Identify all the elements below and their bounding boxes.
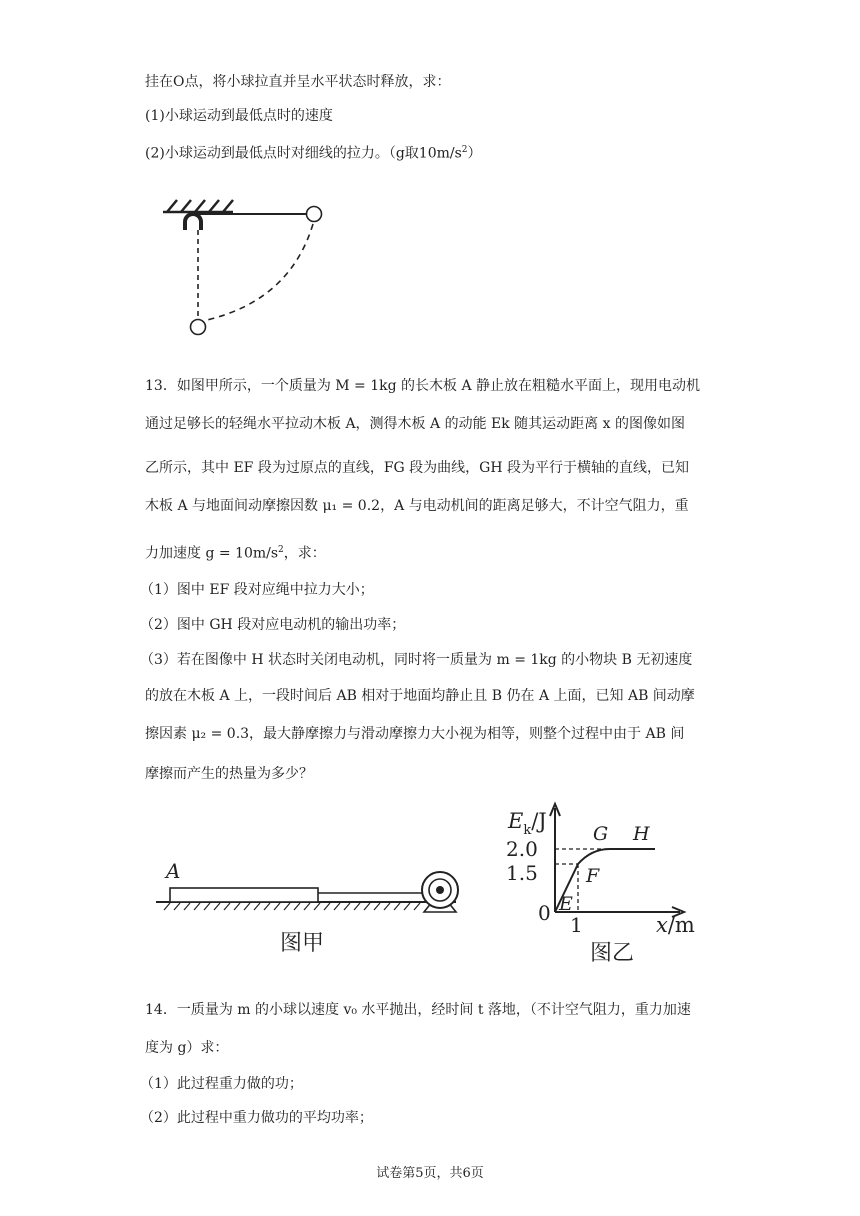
q13-line1: 13．如图甲所示，一个质量为 M = 1kg 的长木板 A 静止放在粗糙水平面上，现用电动机	[145, 378, 701, 394]
q13-sub2: （2）图中 GH 段对应电动机的输出功率；	[140, 617, 406, 633]
point-g: G	[593, 823, 609, 845]
board-label: A	[166, 859, 181, 883]
q13-line5-sup: 2	[278, 545, 284, 555]
q14-sub2: （2）此过程中重力做功的平均功率；	[140, 1110, 373, 1126]
q13-sub3-line1: （3）若在图像中 H 状态时关闭电动机，同时将一质量为 m = 1kg 的小物块 B 无初速度	[140, 652, 693, 668]
q14-line2: 度为 g）求：	[145, 1040, 229, 1056]
q12-part1: (1)小球运动到最低点时的速度	[145, 108, 333, 124]
page-footer: 试卷第5页，共6页	[376, 1166, 484, 1181]
graph-ylabel-sub: k	[523, 823, 532, 838]
tick-origin: 0	[538, 901, 551, 925]
q14-sub1: （1）此过程重力做的功；	[140, 1076, 303, 1092]
q13-line5	[145, 540, 326, 564]
q13-sub3-line3: 擦因素 μ₂ = 0.3，最大静摩擦力与滑动摩擦力大小视为相等，则整个过程中由于 AB 间	[145, 726, 685, 742]
q12-part2-end: ）	[467, 145, 482, 162]
q13-sub3-line4: 摩擦而产生的热量为多少？	[145, 766, 313, 782]
q13-line3: 乙所示，其中 EF 段为过原点的直线，FG 段为曲线，GH 段为平行于横轴的直线，已知	[145, 460, 690, 476]
q13-sub1: （1）图中 EF 段对应绳中拉力大小；	[140, 582, 374, 598]
figure-yi-caption: 图乙	[590, 941, 635, 966]
q12-part2	[145, 140, 482, 164]
q12-part2-text: (2)小球运动到最低点时对细线的拉力。（g取10m/s	[145, 145, 462, 162]
point-h: H	[633, 823, 650, 845]
point-f: F	[586, 865, 600, 887]
point-e: E	[559, 893, 573, 915]
graph-xlabel	[656, 913, 695, 937]
graph-ylabel	[507, 809, 547, 838]
figure-yi	[500, 798, 710, 970]
q13-line5-end: ，求：	[283, 545, 326, 562]
tick-2: 2.0	[506, 837, 538, 861]
graph-xlabel-x: x	[656, 913, 668, 937]
q13-line4: 木板 A 与地面间动摩擦因数 μ₁ = 0.2，A 与电动机间的距离足够大，不计空气阻力，重	[145, 498, 689, 514]
graph-xlabel-unit: /m	[667, 913, 695, 937]
q14-line1: 14．一质量为 m 的小球以速度 v₀ 水平抛出，经时间 t 落地，（不计空气阻力，重力加速	[145, 1002, 691, 1018]
q13-line2: 通过足够长的轻绳水平拉动木板 A，测得木板 A 的动能 Ek 随其运动距离 x 的图像如图	[145, 416, 685, 432]
tick-x-1: 1	[570, 913, 583, 937]
q12-intro: 挂在O点，将小球拉直并呈水平状态时释放，求：	[145, 74, 451, 90]
figure-jia-caption: 图甲	[280, 931, 325, 956]
q12-part2-sup: 2	[461, 145, 468, 155]
graph-ylabel-e: E	[508, 809, 524, 833]
q13-sub3-line2: 的放在木板 A 上，一段时间后 AB 相对于地面均静止且 B 仍在 A 上面，已知 AB 间动摩	[145, 688, 695, 704]
graph-ylabel-unit: /J	[531, 809, 547, 833]
tick-1-5: 1.5	[506, 861, 538, 885]
q13-line5-text: 力加速度 g = 10m/s	[145, 545, 279, 562]
pendulum-figure	[155, 190, 345, 350]
figure-jia	[150, 850, 480, 960]
